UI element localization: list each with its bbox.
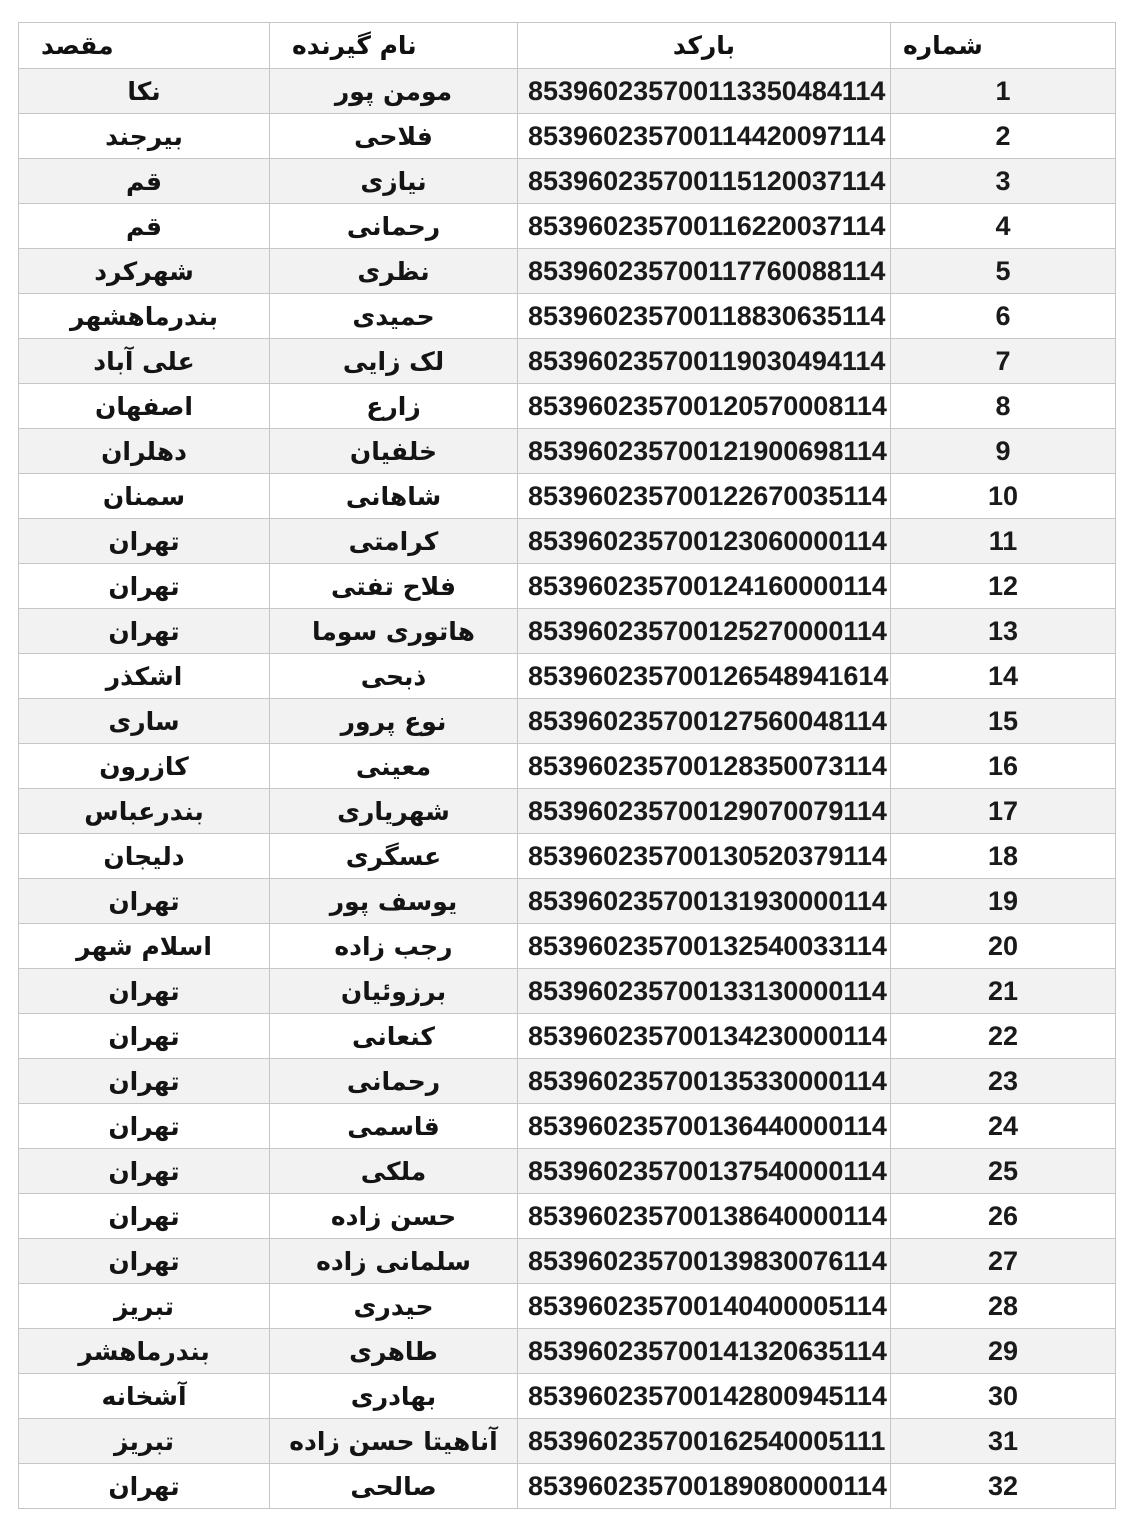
destination-cell: تهران — [19, 969, 270, 1014]
destination-cell: تهران — [19, 564, 270, 609]
table-row — [19, 204, 1116, 249]
receiver-cell: عسگری — [270, 834, 518, 879]
receiver-cell: کنعانی — [270, 1014, 518, 1059]
table-row — [19, 249, 1116, 294]
barcode-cell: 853960235700162540005111 — [518, 1419, 891, 1464]
col-header-receiver: نام گیرنده — [270, 23, 518, 69]
barcode-cell: 853960235700113350484114 — [518, 69, 891, 114]
receiver-cell: لک زایی — [270, 339, 518, 384]
barcode-cell: 853960235700124160000114 — [518, 564, 891, 609]
receiver-cell: نیازی — [270, 159, 518, 204]
row-number-cell: 27 — [891, 1239, 1116, 1284]
shipment-table — [18, 22, 1116, 1509]
destination-cell: دهلران — [19, 429, 270, 474]
receiver-cell: شهریاری — [270, 789, 518, 834]
col-header-barcode: بارکد — [518, 23, 891, 69]
destination-cell: اصفهان — [19, 384, 270, 429]
destination-cell: تهران — [19, 1464, 270, 1509]
receiver-cell: حیدری — [270, 1284, 518, 1329]
barcode-cell: 853960235700123060000114 — [518, 519, 891, 564]
barcode-cell: 853960235700138640000114 — [518, 1194, 891, 1239]
row-number-cell: 15 — [891, 699, 1116, 744]
destination-cell: علی آباد — [19, 339, 270, 384]
row-number-cell: 9 — [891, 429, 1116, 474]
col-header-destination: مقصد — [19, 23, 270, 69]
table-row — [19, 789, 1116, 834]
row-number-cell: 11 — [891, 519, 1116, 564]
col-header-number: شماره — [891, 23, 1116, 69]
barcode-cell: 853960235700115120037114 — [518, 159, 891, 204]
row-number-cell: 5 — [891, 249, 1116, 294]
destination-cell: بیرجند — [19, 114, 270, 159]
row-number-cell: 6 — [891, 294, 1116, 339]
row-number-cell: 1 — [891, 69, 1116, 114]
row-number-cell: 22 — [891, 1014, 1116, 1059]
barcode-cell: 853960235700114420097114 — [518, 114, 891, 159]
destination-cell: تهران — [19, 1104, 270, 1149]
row-number-cell: 25 — [891, 1149, 1116, 1194]
receiver-cell: هاتوری سوما — [270, 609, 518, 654]
row-number-cell: 20 — [891, 924, 1116, 969]
barcode-cell: 853960235700141320635114 — [518, 1329, 891, 1374]
receiver-cell: شاهانی — [270, 474, 518, 519]
table-row — [19, 159, 1116, 204]
table-row — [19, 519, 1116, 564]
destination-cell: آشخانه — [19, 1374, 270, 1419]
row-number-cell: 18 — [891, 834, 1116, 879]
table-row — [19, 1464, 1116, 1509]
row-number-cell: 14 — [891, 654, 1116, 699]
barcode-cell: 853960235700133130000114 — [518, 969, 891, 1014]
row-number-cell: 32 — [891, 1464, 1116, 1509]
table-row — [19, 1014, 1116, 1059]
row-number-cell: 30 — [891, 1374, 1116, 1419]
destination-cell: قم — [19, 204, 270, 249]
receiver-cell: فلاح تفتی — [270, 564, 518, 609]
table-row — [19, 384, 1116, 429]
receiver-cell: صالحی — [270, 1464, 518, 1509]
table-row — [19, 654, 1116, 699]
barcode-cell: 853960235700127560048114 — [518, 699, 891, 744]
destination-cell: کازرون — [19, 744, 270, 789]
row-number-cell: 29 — [891, 1329, 1116, 1374]
destination-cell: تهران — [19, 879, 270, 924]
row-number-cell: 4 — [891, 204, 1116, 249]
row-number-cell: 28 — [891, 1284, 1116, 1329]
receiver-cell: زارع — [270, 384, 518, 429]
receiver-cell: فلاحی — [270, 114, 518, 159]
barcode-cell: 853960235700132540033114 — [518, 924, 891, 969]
barcode-cell: 853960235700121900698114 — [518, 429, 891, 474]
destination-cell: اشکذر — [19, 654, 270, 699]
barcode-cell: 853960235700119030494114 — [518, 339, 891, 384]
table-row — [19, 1284, 1116, 1329]
destination-cell: اسلام شهر — [19, 924, 270, 969]
barcode-cell: 853960235700189080000114 — [518, 1464, 891, 1509]
destination-cell: تهران — [19, 609, 270, 654]
barcode-cell: 853960235700131930000114 — [518, 879, 891, 924]
barcode-cell: 853960235700129070079114 — [518, 789, 891, 834]
row-number-cell: 3 — [891, 159, 1116, 204]
row-number-cell: 31 — [891, 1419, 1116, 1464]
receiver-cell: حمیدی — [270, 294, 518, 339]
barcode-cell: 853960235700125270000114 — [518, 609, 891, 654]
table-row — [19, 1104, 1116, 1149]
receiver-cell: معینی — [270, 744, 518, 789]
barcode-cell: 853960235700142800945114 — [518, 1374, 891, 1419]
barcode-cell: 853960235700135330000114 — [518, 1059, 891, 1104]
destination-cell: سمنان — [19, 474, 270, 519]
barcode-cell: 853960235700120570008114 — [518, 384, 891, 429]
table-row — [19, 1329, 1116, 1374]
destination-cell: قم — [19, 159, 270, 204]
barcode-cell: 853960235700118830635114 — [518, 294, 891, 339]
receiver-cell: رحمانی — [270, 1059, 518, 1104]
row-number-cell: 24 — [891, 1104, 1116, 1149]
row-number-cell: 21 — [891, 969, 1116, 1014]
table-row — [19, 1194, 1116, 1239]
row-number-cell: 10 — [891, 474, 1116, 519]
destination-cell: تهران — [19, 1194, 270, 1239]
table-body — [19, 69, 1116, 1509]
receiver-cell: برزوئیان — [270, 969, 518, 1014]
row-number-cell: 26 — [891, 1194, 1116, 1239]
table-row — [19, 339, 1116, 384]
receiver-cell: یوسف پور — [270, 879, 518, 924]
receiver-cell: رجب زاده — [270, 924, 518, 969]
destination-cell: بندرماهشهر — [19, 294, 270, 339]
destination-cell: تبریز — [19, 1284, 270, 1329]
receiver-cell: خلفیان — [270, 429, 518, 474]
barcode-cell: 853960235700116220037114 — [518, 204, 891, 249]
table-row — [19, 1374, 1116, 1419]
destination-cell: تهران — [19, 1239, 270, 1284]
destination-cell: تهران — [19, 1014, 270, 1059]
table-row — [19, 1059, 1116, 1104]
table-row — [19, 564, 1116, 609]
receiver-cell: کرامتی — [270, 519, 518, 564]
receiver-cell: طاهری — [270, 1329, 518, 1374]
table-row — [19, 1419, 1116, 1464]
destination-cell: بندرماهشر — [19, 1329, 270, 1374]
row-number-cell: 19 — [891, 879, 1116, 924]
barcode-cell: 853960235700128350073114 — [518, 744, 891, 789]
table-row — [19, 609, 1116, 654]
barcode-cell: 853960235700139830076114 — [518, 1239, 891, 1284]
destination-cell: بندرعباس — [19, 789, 270, 834]
receiver-cell: نظری — [270, 249, 518, 294]
barcode-cell: 853960235700117760088114 — [518, 249, 891, 294]
destination-cell: نکا — [19, 69, 270, 114]
destination-cell: دلیجان — [19, 834, 270, 879]
barcode-cell: 853960235700136440000114 — [518, 1104, 891, 1149]
barcode-cell: 853960235700122670035114 — [518, 474, 891, 519]
row-number-cell: 13 — [891, 609, 1116, 654]
table-row — [19, 69, 1116, 114]
table-row — [19, 699, 1116, 744]
row-number-cell: 2 — [891, 114, 1116, 159]
receiver-cell: ذبحی — [270, 654, 518, 699]
receiver-cell: سلمانی زاده — [270, 1239, 518, 1284]
table-row — [19, 879, 1116, 924]
barcode-cell: 853960235700137540000114 — [518, 1149, 891, 1194]
barcode-cell: 853960235700126548941614 — [518, 654, 891, 699]
row-number-cell: 8 — [891, 384, 1116, 429]
destination-cell: ساری — [19, 699, 270, 744]
barcode-cell: 853960235700130520379114 — [518, 834, 891, 879]
barcode-cell: 853960235700134230000114 — [518, 1014, 891, 1059]
destination-cell: تهران — [19, 1059, 270, 1104]
table-row — [19, 474, 1116, 519]
receiver-cell: ملکی — [270, 1149, 518, 1194]
receiver-cell: حسن زاده — [270, 1194, 518, 1239]
table-row — [19, 429, 1116, 474]
table-row — [19, 1239, 1116, 1284]
row-number-cell: 7 — [891, 339, 1116, 384]
row-number-cell: 16 — [891, 744, 1116, 789]
receiver-cell: بهادری — [270, 1374, 518, 1419]
table-row — [19, 924, 1116, 969]
receiver-cell: قاسمی — [270, 1104, 518, 1149]
table-row — [19, 294, 1116, 339]
destination-cell: شهرکرد — [19, 249, 270, 294]
receiver-cell: نوع پرور — [270, 699, 518, 744]
destination-cell: تهران — [19, 1149, 270, 1194]
table-row — [19, 969, 1116, 1014]
table-row — [19, 1149, 1116, 1194]
receiver-cell: آناهیتا حسن زاده — [270, 1419, 518, 1464]
table-row — [19, 114, 1116, 159]
barcode-cell: 853960235700140400005114 — [518, 1284, 891, 1329]
destination-cell: تهران — [19, 519, 270, 564]
table-row — [19, 744, 1116, 789]
table-row — [19, 834, 1116, 879]
receiver-cell: مومن پور — [270, 69, 518, 114]
table-header — [19, 23, 1116, 69]
destination-cell: تبریز — [19, 1419, 270, 1464]
row-number-cell: 17 — [891, 789, 1116, 834]
row-number-cell: 23 — [891, 1059, 1116, 1104]
row-number-cell: 12 — [891, 564, 1116, 609]
header-row — [19, 23, 1116, 69]
receiver-cell: رحمانی — [270, 204, 518, 249]
